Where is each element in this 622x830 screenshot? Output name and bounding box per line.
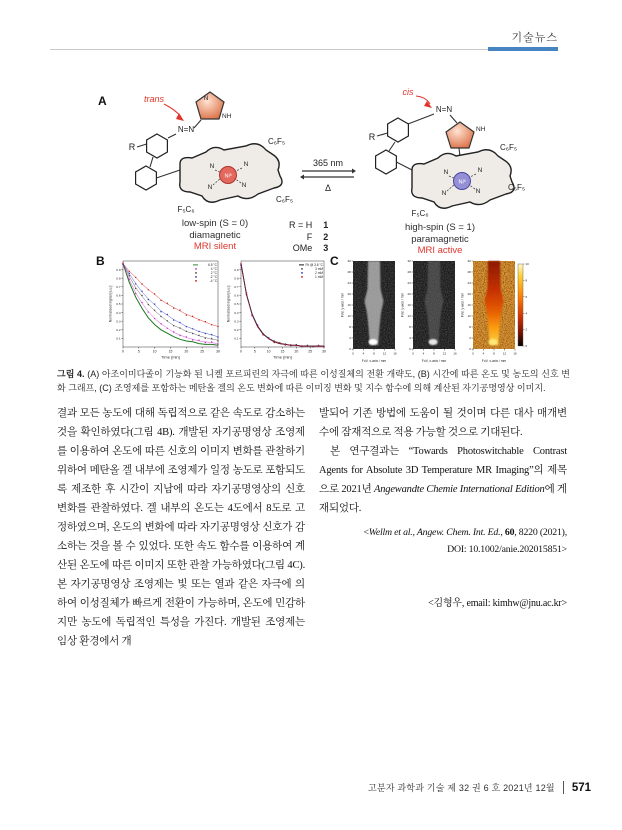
svg-text:8: 8 [493, 351, 495, 356]
figure-4 [88, 82, 550, 366]
svg-text:8: 8 [433, 351, 435, 356]
section-label: 기술뉴스 [511, 32, 558, 44]
journal-name: Angewandte Chemie International Edition [374, 484, 545, 495]
svg-text:0.5: 0.5 [234, 302, 239, 307]
svg-text:10: 10 [266, 349, 271, 354]
lowspin-state-labels [155, 218, 275, 253]
svg-text:0.9: 0.9 [234, 267, 239, 272]
svg-text:0: 0 [469, 347, 471, 352]
svg-text:24: 24 [347, 281, 351, 286]
svg-text:4 °C: 4 °C [210, 267, 217, 271]
pyrrole-n: N [207, 184, 213, 191]
footer-divider [563, 781, 564, 794]
svg-text:Time [min]: Time [min] [161, 354, 180, 360]
svg-text:0.5: 0.5 [116, 302, 121, 307]
svg-text:0.2: 0.2 [116, 328, 121, 332]
svg-text:FoV, x-axis / mm: FoV, x-axis / mm [361, 359, 387, 363]
r-group-row [289, 232, 328, 244]
spin-state: low-spin (S = 0) [181, 218, 249, 229]
svg-text:1 mM: 1 mM [315, 275, 323, 279]
figure-caption [57, 367, 570, 395]
phenyl-ring-r [388, 118, 409, 142]
paragraph-text: 에 게재되었다. [319, 484, 567, 514]
svg-text:25: 25 [200, 349, 205, 354]
imidazole-ring [196, 92, 224, 119]
r-group-name: R = H [289, 220, 313, 230]
svg-text:0.2: 0.2 [234, 328, 239, 332]
temperature-map [460, 258, 540, 369]
svg-text:12: 12 [442, 351, 447, 356]
separator: , [500, 527, 505, 538]
svg-text:16: 16 [467, 303, 471, 308]
svg-text:30: 30 [322, 349, 326, 354]
svg-text:28: 28 [407, 270, 411, 275]
header-accent-bar [488, 47, 558, 51]
svg-text:8: 8 [525, 278, 528, 283]
svg-text:24: 24 [407, 281, 411, 286]
page-footer [368, 781, 591, 794]
nickel-label: Niᴵᴵ [224, 173, 232, 180]
svg-text:2 °C: 2 °C [210, 271, 217, 275]
svg-text:0: 0 [472, 351, 474, 356]
svg-text:-2 °C: -2 °C [209, 275, 217, 279]
r-group-name: OMe [292, 243, 313, 253]
f5c6-label: F₅C₆ [411, 209, 429, 218]
svg-text:0.6: 0.6 [116, 293, 121, 298]
trans-arrowhead [176, 113, 184, 121]
svg-text:0: 0 [525, 344, 528, 349]
svg-text:0.9: 0.9 [116, 267, 121, 272]
svg-text:8: 8 [349, 325, 351, 330]
figure-caption-text: (A) 아조이미다졸이 기능화 된 니켈 포르피린의 자극에 따른 이성질체의 전환 개략도, (B) 시간에 따른 온도 및 농도의 신호 변화 그래프, (C) 조영제를 포함하는 메탄올 겔의 온도 변화에 따른 이미징 변화 및 지수 함수에 의해 계산된 자기공명영상 이미지. [57, 369, 570, 393]
figure-caption-number: 그림 4. [57, 369, 85, 379]
svg-text:16: 16 [347, 303, 351, 308]
reference-volume: 60 [504, 527, 515, 538]
imidazole-ring [446, 122, 474, 148]
pyrrole-n: N [443, 169, 449, 176]
svg-text:20: 20 [294, 349, 299, 354]
svg-text:24: 24 [467, 281, 471, 286]
magnetism: paramagnetic [411, 233, 469, 245]
svg-text:0.3: 0.3 [234, 319, 239, 324]
compound-number: 2 [323, 231, 329, 242]
svg-text:12: 12 [407, 314, 411, 319]
svg-text:0.8: 0.8 [234, 276, 239, 281]
svg-text:0.7: 0.7 [116, 285, 121, 289]
svg-text:10: 10 [152, 349, 157, 354]
svg-text:30: 30 [216, 349, 220, 354]
c6f5-label: C₆F₅ [500, 143, 518, 152]
phenyl-ring-2 [376, 150, 397, 174]
r-group-row [289, 220, 328, 232]
svg-text:0.1: 0.1 [116, 336, 121, 341]
spin-state: high-spin (S = 1) [405, 222, 475, 233]
author-contact: <김형우, email: kimhw@jnu.ac.kr> [428, 598, 567, 609]
svg-text:12: 12 [502, 351, 507, 356]
phenyl-ring-2 [136, 166, 157, 190]
svg-text:25: 25 [308, 349, 313, 354]
svg-text:5: 5 [137, 349, 140, 354]
svg-text:0.8: 0.8 [116, 276, 121, 281]
svg-text:12: 12 [467, 314, 471, 319]
svg-text:32: 32 [347, 259, 351, 264]
svg-text:10: 10 [525, 262, 529, 267]
right-column [319, 404, 567, 651]
panel-c-images [340, 258, 540, 369]
svg-text:20: 20 [467, 292, 471, 297]
panel-b-label: B [96, 254, 105, 268]
svg-text:4: 4 [422, 351, 425, 356]
svg-text:2: 2 [525, 327, 528, 332]
reference-pages: , 8220 (2021), [514, 527, 567, 538]
svg-text:20: 20 [184, 349, 189, 354]
paragraph-text: 본 연구결과는 “Towards Photoswitchable Contrast Agents for Absolute 3D Temperature MR Imaging”의 제목으로 2021년 [319, 446, 567, 495]
c6f5-label: C₆F₅ [276, 195, 294, 204]
svg-text:Normalized signal [a.u.]: Normalized signal [a.u.] [226, 285, 231, 323]
r-substituent: R [368, 132, 376, 142]
trans-label: trans [143, 94, 165, 104]
svg-text:4: 4 [469, 336, 471, 341]
phenyl-ring-r [147, 134, 168, 158]
trans-structure-diagram [110, 86, 320, 218]
compound-number: 3 [323, 243, 329, 253]
mri-status: MRI active [417, 245, 463, 256]
c6f5-label: C₆F₅ [268, 137, 286, 146]
svg-text:16: 16 [407, 303, 411, 308]
mri-status: MRI silent [193, 241, 237, 252]
reference-authors-journal: Wellm et al., Angew. Chem. Int. Ed. [368, 527, 501, 538]
svg-text:Normalized signal [a.u.]: Normalized signal [a.u.] [108, 285, 113, 323]
pyrrole-n: N [209, 163, 215, 170]
svg-text:16: 16 [393, 351, 397, 356]
pyrrole-n: N [241, 182, 247, 189]
cis-label: cis [402, 87, 414, 97]
svg-text:4: 4 [482, 351, 485, 356]
left-column [57, 404, 305, 651]
svg-text:4: 4 [525, 311, 528, 316]
imidazole-nh: NH [222, 113, 232, 120]
magnetism: diamagnetic [189, 229, 241, 241]
svg-text:FoV, y-axis / mm: FoV, y-axis / mm [400, 292, 405, 318]
svg-text:FoV, y-axis / mm: FoV, y-axis / mm [460, 292, 465, 318]
c6f5-label: C₆F₅ [508, 183, 526, 192]
svg-text:-4 °C: -4 °C [209, 279, 217, 283]
panel-c-label: C [330, 254, 339, 268]
highspin-state-labels [380, 222, 500, 257]
r-substituent: R [128, 142, 136, 152]
journal-title: 고분자 과학과 기술 제 32 권 6 호 2021년 12월 [368, 783, 555, 793]
svg-text:28: 28 [467, 270, 471, 275]
delta-label: Δ [324, 183, 331, 193]
svg-text:8: 8 [373, 351, 375, 356]
svg-text:0.3: 0.3 [116, 319, 121, 324]
paragraph: 결과 모든 농도에 대해 독립적으로 같은 속도로 감소하는 것을 확인하였다(그림 4B). 개발된 자기공명영상 조영제를 이용하여 온도에 따른 신호의 이미지 변화를 관찰하기 위하여 메탄올 겔 내부에 조영제가 일정 농도로 포함되도록 제조한 후 시간이 지남에 따라 자기공명영상의 신호 변화를 관찰하였다. 겔 내부의 온도는 4도에서 8도로 고정하였으며, 온도의 변화에 따라 자기공명영상 신호가 감소하는 것을 볼 수 있었다. 또한 속도 함수를 이용하여 계산된 온도에 따른 이미지 또한 관찰 가능하였다(그림 4C). 본 자기공명영상 조영제는 빛 또는 열과 같은 자극에 의하여 이성질체가 빠르게 전환이 가능하며, 온도에 민감하지만 농도에 독립적인 특성을 가진다. 개발된 조영제는 임상 환경에서 개 [57, 408, 305, 647]
svg-text:4: 4 [362, 351, 365, 356]
r-group-name: F [306, 231, 313, 242]
bracket: < [363, 527, 369, 538]
svg-text:3 mM: 3 mM [315, 267, 323, 271]
svg-text:8: 8 [409, 325, 411, 330]
svg-text:4: 4 [409, 336, 411, 341]
panel-b-charts [108, 258, 326, 360]
svg-text:0.4: 0.4 [234, 310, 239, 315]
temperature-decay-chart [108, 258, 220, 360]
mri-image-2 [400, 258, 458, 369]
svg-text:5: 5 [253, 349, 256, 354]
svg-text:15: 15 [168, 349, 173, 354]
svg-text:FoV, y-axis / mm: FoV, y-axis / mm [340, 292, 345, 318]
svg-text:15: 15 [280, 349, 285, 354]
cis-arrowhead [424, 101, 432, 108]
f5c6-label: F₅C₆ [177, 205, 195, 214]
svg-text:0: 0 [412, 351, 414, 356]
compound-number: 1 [323, 220, 329, 230]
imidazole-n: N [203, 95, 209, 102]
svg-text:FoV, x-axis / mm: FoV, x-axis / mm [421, 359, 447, 363]
svg-text:2 mM: 2 mM [315, 271, 323, 275]
svg-text:0: 0 [240, 349, 242, 354]
r-group-row [289, 243, 328, 255]
svg-text:FoV, x-axis / mm: FoV, x-axis / mm [481, 359, 507, 363]
pyrrole-n: N [475, 188, 481, 195]
svg-text:16: 16 [453, 351, 457, 356]
svg-text:6: 6 [525, 294, 528, 299]
azo-bond-label: N=N [435, 105, 453, 114]
page-number: 571 [571, 781, 591, 794]
reference-doi: DOI: 10.1002/anie.202015851> [447, 544, 567, 555]
body-text [57, 404, 567, 651]
svg-text:Fit @ 3.6 °C: Fit @ 3.6 °C [305, 263, 323, 267]
paragraph: 발되어 기존 방법에 도움이 될 것이며 다른 대사 매개변수에 잠재적으로 적용 가능할 것으로 기대된다. [319, 408, 567, 438]
svg-text:0: 0 [349, 347, 351, 352]
nickel-label: Niᴵᴵ [458, 179, 466, 186]
svg-text:0.1: 0.1 [234, 336, 239, 341]
concentration-decay-chart [226, 258, 326, 360]
wavelength-label: 365 nm [312, 158, 344, 168]
svg-text:28: 28 [347, 270, 351, 275]
paragraph [319, 442, 567, 518]
equilibrium-arrows-icon [300, 168, 356, 180]
svg-text:0: 0 [352, 351, 354, 356]
svg-text:12: 12 [347, 314, 351, 319]
svg-text:32: 32 [467, 259, 471, 264]
svg-text:0: 0 [122, 349, 124, 354]
header-rule [50, 49, 558, 50]
reference-citation [319, 524, 567, 558]
svg-text:20: 20 [347, 292, 351, 297]
pyrrole-n: N [441, 190, 447, 197]
cis-structure-diagram [350, 84, 545, 226]
svg-text:0.6: 0.6 [234, 293, 239, 298]
pyrrole-n: N [243, 161, 249, 168]
svg-text:4: 4 [349, 336, 351, 341]
svg-text:6.5 °C: 6.5 °C [208, 263, 217, 267]
pyrrole-n: N [477, 167, 483, 174]
svg-text:0: 0 [409, 347, 411, 352]
panel-a-label: A [98, 94, 107, 108]
mri-image-1 [340, 258, 398, 369]
r-group-table [289, 220, 328, 255]
azo-bond-label: N=N [177, 125, 195, 134]
svg-text:32: 32 [407, 259, 411, 264]
svg-text:Time [min]: Time [min] [273, 354, 292, 360]
svg-text:8: 8 [469, 325, 471, 330]
imidazole-nh: NH [476, 126, 486, 133]
svg-text:0.7: 0.7 [234, 285, 239, 289]
svg-text:16: 16 [513, 351, 517, 356]
svg-text:12: 12 [382, 351, 387, 356]
svg-text:0.4: 0.4 [116, 310, 121, 315]
svg-text:20: 20 [407, 292, 411, 297]
